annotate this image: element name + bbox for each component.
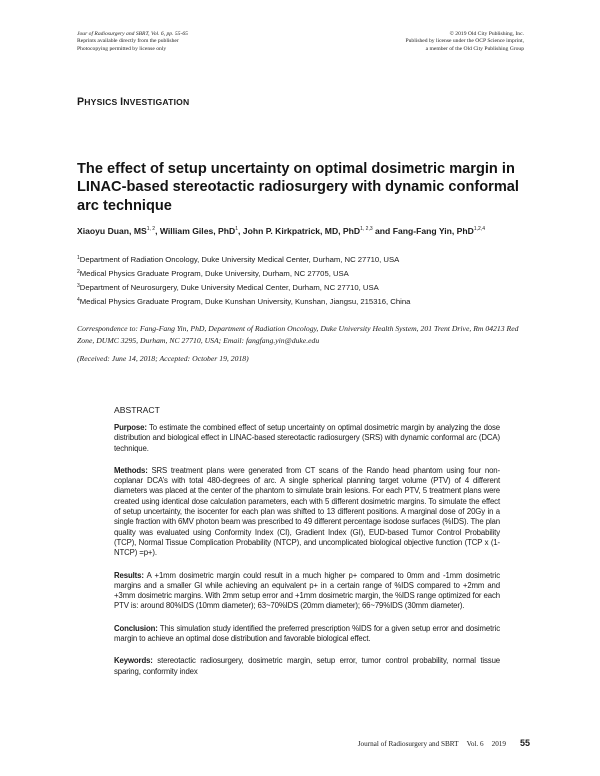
received-dates: (Received: June 14, 2018; Accepted: October 19, 2018) bbox=[77, 354, 249, 363]
conclusion-text: This simulation study identified the preferred prescription %IDS for a given setup error and dosimetric margin to achieve an optimal dose distribution and favorable biological effect. bbox=[114, 623, 500, 644]
author-name: Xiaoyu Duan, MS bbox=[77, 226, 147, 236]
author-name: John P. Kirkpatrick, MD, PhD bbox=[242, 226, 361, 236]
abstract-heading: ABSTRACT bbox=[114, 405, 160, 415]
running-header-right bbox=[406, 31, 525, 53]
author-name: Fang-Fang Yin, PhD bbox=[392, 226, 474, 236]
section-label-cap1: P bbox=[77, 96, 85, 108]
affiliation-list bbox=[77, 252, 547, 308]
author-name: William Giles, PhD bbox=[159, 226, 236, 236]
affiliation-text: Medical Physics Graduate Program, Duke Kunshan University, Kunshan, Jiangsu, 215316, China bbox=[79, 297, 411, 306]
affiliation-mark: 1 bbox=[77, 255, 80, 261]
abstract-results bbox=[114, 571, 500, 612]
footer-volume: Vol. 6 bbox=[466, 740, 484, 748]
keywords-text: stereotactic radiosurgery, dosimetric margin, setup error, tumor control probability, normal tissue sparing, conformity index bbox=[114, 656, 500, 676]
correspondence: Correspondence to: Fang-Fang Yin, PhD, Department of Radiation Oncology, Duke University Health System, 201 Trent Drive, Rm 04213 Red Zone, DUMC 3295, Durham, NC 27710, USA; Email: fangfang.yin@duke.edu bbox=[77, 324, 519, 345]
reprints-note: Reprints available directly from the publisher bbox=[77, 38, 179, 45]
abstract-methods bbox=[114, 466, 500, 559]
results-label: Results: bbox=[114, 570, 144, 580]
affiliation-mark: 4 bbox=[77, 297, 80, 303]
paper-title: The effect of setup uncertainty on optimal dosimetric margin in LINAC-based stereotactic radiosurgery with dynamic conformal arc technique bbox=[77, 161, 519, 214]
author-separator: , bbox=[238, 226, 243, 236]
affiliation-text: Department of Neurosurgery, Duke University Medical Center, Durham, NC 27710, USA bbox=[79, 283, 379, 292]
results-text: A +1mm dosimetric margin could result in a much higher p+ compared to 0mm and -1mm dosimetric margins and a smaller GI while achieving an equivalent p+ in a certain range of %IDS compared to +2mm and +3mm dosimetric margins. With 2mm setup error and +1mm dosimetric margin, the %IDS range optimized for each PTV is: around 80%IDS (10mm diameter); 63~70%IDS (20mm diameter); 66~79%IDS (30mm diameter). bbox=[114, 570, 500, 611]
license-line: Published by license under the OCP Science imprint, bbox=[405, 38, 524, 45]
affiliation bbox=[77, 294, 547, 308]
author-separator: and bbox=[372, 226, 393, 236]
methods-text: SRS treatment plans were generated from CT scans of the Rando head phantom using four non-coplanar DCA’s with total 480-degrees of arc. A single spherical planning target volume (PTV) of 4 different diameters was placed at the center of the phantom to simulate brain lesions. For each PTV, 5 treatment plans were created using identical dose calculation parameters, each with 5 different dosimetric margins. To simulate the effect of setup uncertainty, the isocenter for each plan was shifted to 13 different positions. A marginal dose of 20Gy in a single fraction with 6MV photon beam was prescribed to 49 different percentage isodose surfaces (%IDS). The plan quality was evaluated using Conformity Index (CI), Gradient Index (GI), EUD-based Tumor Control Probability (TCP), Normal Tissue Complication Probability (NTCP), and uncomplicated biological objective function (TCP x (1-NTCP) =p+). bbox=[114, 465, 500, 558]
affiliation bbox=[77, 280, 547, 294]
publisher-group-line: a member of the Old City Publishing Group bbox=[425, 45, 524, 52]
purpose-text: To estimate the combined effect of setup uncertainty on optimal dosimetric margin by analyzing the dose distribution and biological effect in LINAC-based stereotactic radiosurgery (SRS) with dynamic conformal arc (DCA) technique. bbox=[114, 423, 500, 453]
keywords-label: Keywords: bbox=[114, 656, 153, 666]
footer-year: 2019 bbox=[491, 740, 506, 748]
photocopy-note: Photocopying permitted by license only bbox=[77, 45, 167, 52]
page-footer bbox=[358, 738, 530, 748]
author-separator: , bbox=[155, 226, 160, 236]
author-affiliation-mark: 1,2,4 bbox=[473, 226, 485, 232]
affiliation bbox=[77, 252, 547, 266]
affiliation-text: Medical Physics Graduate Program, Duke University, Durham, NC 27705, USA bbox=[79, 269, 349, 278]
affiliation bbox=[77, 266, 547, 280]
journal-citation: Jour of Radiosurgery and SBRT, Vol. 6, pp. 55-65 bbox=[77, 31, 188, 37]
methods-label: Methods: bbox=[114, 465, 148, 475]
footer-journal: Journal of Radiosurgery and SBRT bbox=[357, 740, 459, 748]
author-affiliation-mark: 1, 2,3 bbox=[360, 226, 373, 232]
affiliation-mark: 3 bbox=[77, 283, 80, 289]
author-list bbox=[77, 226, 547, 236]
abstract bbox=[114, 405, 500, 689]
section-label bbox=[77, 96, 189, 108]
affiliation-text: Department of Radiation Oncology, Duke University Medical Center, Durham, NC 27710, USA bbox=[79, 255, 400, 264]
section-label-rest2: NVESTIGATION bbox=[123, 97, 190, 107]
abstract-purpose bbox=[114, 423, 500, 454]
page-number: 55 bbox=[519, 738, 530, 748]
author-affiliation-mark: 1 bbox=[235, 226, 239, 232]
abstract-keywords bbox=[114, 656, 500, 677]
purpose-label: Purpose: bbox=[114, 423, 147, 432]
running-header-left bbox=[77, 31, 188, 53]
section-label-rest1: HYSICS bbox=[84, 97, 121, 107]
conclusion-label: Conclusion: bbox=[114, 623, 158, 633]
affiliation-mark: 2 bbox=[77, 269, 80, 275]
author-affiliation-mark: 1, 2 bbox=[146, 226, 156, 232]
copyright-line: © 2019 Old City Publishing, Inc. bbox=[449, 31, 524, 37]
section-label-cap2: I bbox=[120, 96, 124, 108]
abstract-conclusion bbox=[114, 624, 500, 645]
